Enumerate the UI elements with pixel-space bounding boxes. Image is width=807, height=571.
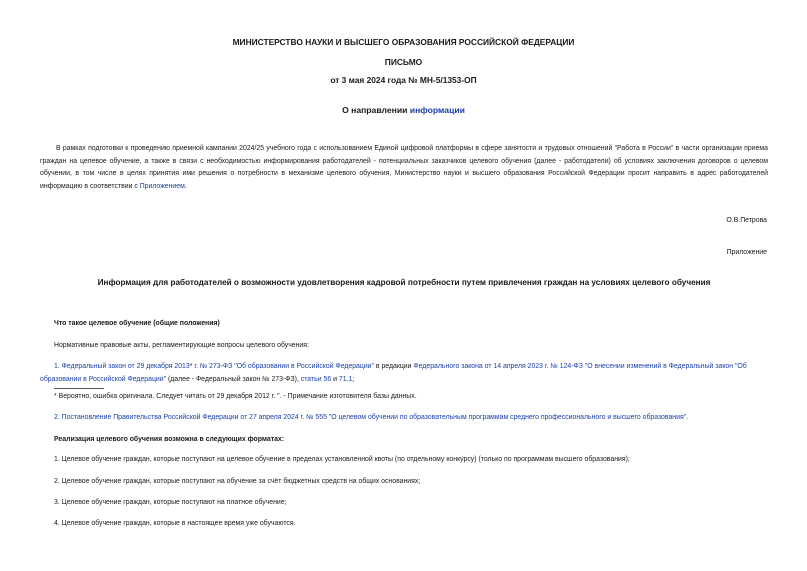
document-date-number: от 3 мая 2024 года № МН-5/1353-ОП: [330, 75, 477, 85]
ministry-heading: МИНИСТЕРСТВО НАУКИ И ВЫСШЕГО ОБРАЗОВАНИЯ РОССИЙСКОЙ ФЕДЕРАЦИИ: [232, 37, 575, 47]
format-item-4: 4. Целевое обучение граждан, которые в настоящее время уже обучаются.: [54, 520, 296, 527]
intro-text: В рамках подготовки к проведению приемной кампании 2024/25 учебного года с использованием Единой цифровой платформы в сфере занятости и трудовых отношений "Работа в России" в части организации приема граждан на целевое обучение, а также в связи с необходимостью информирования работодателей - потенциальных заказчиков целевого обучения (далее - работодатели) об условиях заключения договоров о целевом обучении, в том числе в целях принятия ими решения о потребности в механизме целевого обучения, Министерство науки и высшего образования Российской Федерации просит направить в адрес работодателей информацию в соответствии с: [40, 145, 768, 190]
act1-link-law-title[interactable]: г. № 273-ФЗ "Об образовании в Российской Федерации": [192, 363, 374, 370]
format-item-3: 3. Целевое обучение граждан, которые поступают на платное обучение;: [54, 499, 287, 506]
act2-link[interactable]: 2. Постановление Правительства Российской Федерации от 27 апреля 2024 г. № 555 "О целевом обучении по образовательным программам среднего профессионального и высшего образования": [54, 414, 687, 421]
act1-link-law[interactable]: 1. Федеральный закон от 29 декабря 2013: [54, 363, 190, 370]
subject-prefix: О направлении: [342, 105, 410, 115]
act-item-2: 2. Постановление Правительства Российской Федерации от 27 апреля 2024 г. № 555 "О целевом обучении по образовательным программам среднего профессионального и высшего образования".: [54, 414, 689, 421]
document-type: ПИСЬМО: [384, 57, 423, 67]
act-item-1: 1. Федеральный закон от 29 декабря 2013* г. № 273-ФЗ "Об образовании в Российской Федерации" в редакции Федерального закона от 14 апреля 2023 г. № 124-ФЗ "О внесении изменений в Федеральный закон "Об образовании в Российской Федерации" (далее - Федеральный закон № 273-ФЗ), статьи 56 и 71.1;: [40, 363, 747, 383]
format-item-2: 2. Целевое обучение граждан, которые поступают на обучение за счёт бюджетных средств на общих основаниях;: [54, 478, 421, 485]
act1-link-article71[interactable]: 71.1: [338, 375, 353, 383]
act1-link-amendment[interactable]: Федерального закона от 14 апреля 2023 г. № 124-ФЗ "О внесении изменений в Федеральный закон "Об образовании в Российской Федерации": [40, 363, 747, 383]
info-title: Информация для работодателей о возможности удовлетворения кадровой потребности путем привлечения граждан на условиях целевого обучения: [97, 278, 711, 287]
footnote-divider: [54, 388, 104, 389]
act1-link-article56[interactable]: статьи 56: [300, 375, 332, 383]
intro-paragraph: В рамках подготовки к проведению приемной кампании 2024/25 учебного года с использованием Единой цифровой платформы в сфере занятости и трудовых отношений "Работа в России" в части организации приема граждан на целевое обучение, а также в связи с необходимостью информирования работодателей - потенциальных заказчиков целевого обучения (далее - работодатели) об условиях заключения договоров о целевом обучении, в том числе в целях принятия ими решения о потребности в механизме целевого обучения, Министерство науки и высшего образования Российской Федерации просит направить в адрес работодателей информацию в соответствии с Приложением.: [40, 145, 768, 190]
appendix-label: Приложение: [726, 249, 767, 256]
section1-heading: Что такое целевое обучение (общие положения): [54, 320, 220, 327]
format-item-1: 1. Целевое обучение граждан, которые поступают на целевое обучение в пределах установленной квоты (по отдельному конкурсу) (только по программам высшего образования);: [54, 456, 630, 463]
section2-heading: Реализация целевого обучения возможна в следующих форматах:: [54, 436, 285, 443]
acts-intro: Нормативные правовые акты, регламентирующие вопросы целевого обучения:: [54, 342, 309, 349]
signature: О.В.Петрова: [726, 217, 767, 224]
document-subject: [0, 105, 807, 115]
subject-link[interactable]: информации: [409, 105, 465, 115]
appendix-link[interactable]: Приложением: [139, 182, 185, 190]
footnote: * Вероятно, ошибка оригинала. Следует читать от 29 декабря 2012 г. ". - Примечание изготовителя базы данных.: [54, 393, 417, 400]
